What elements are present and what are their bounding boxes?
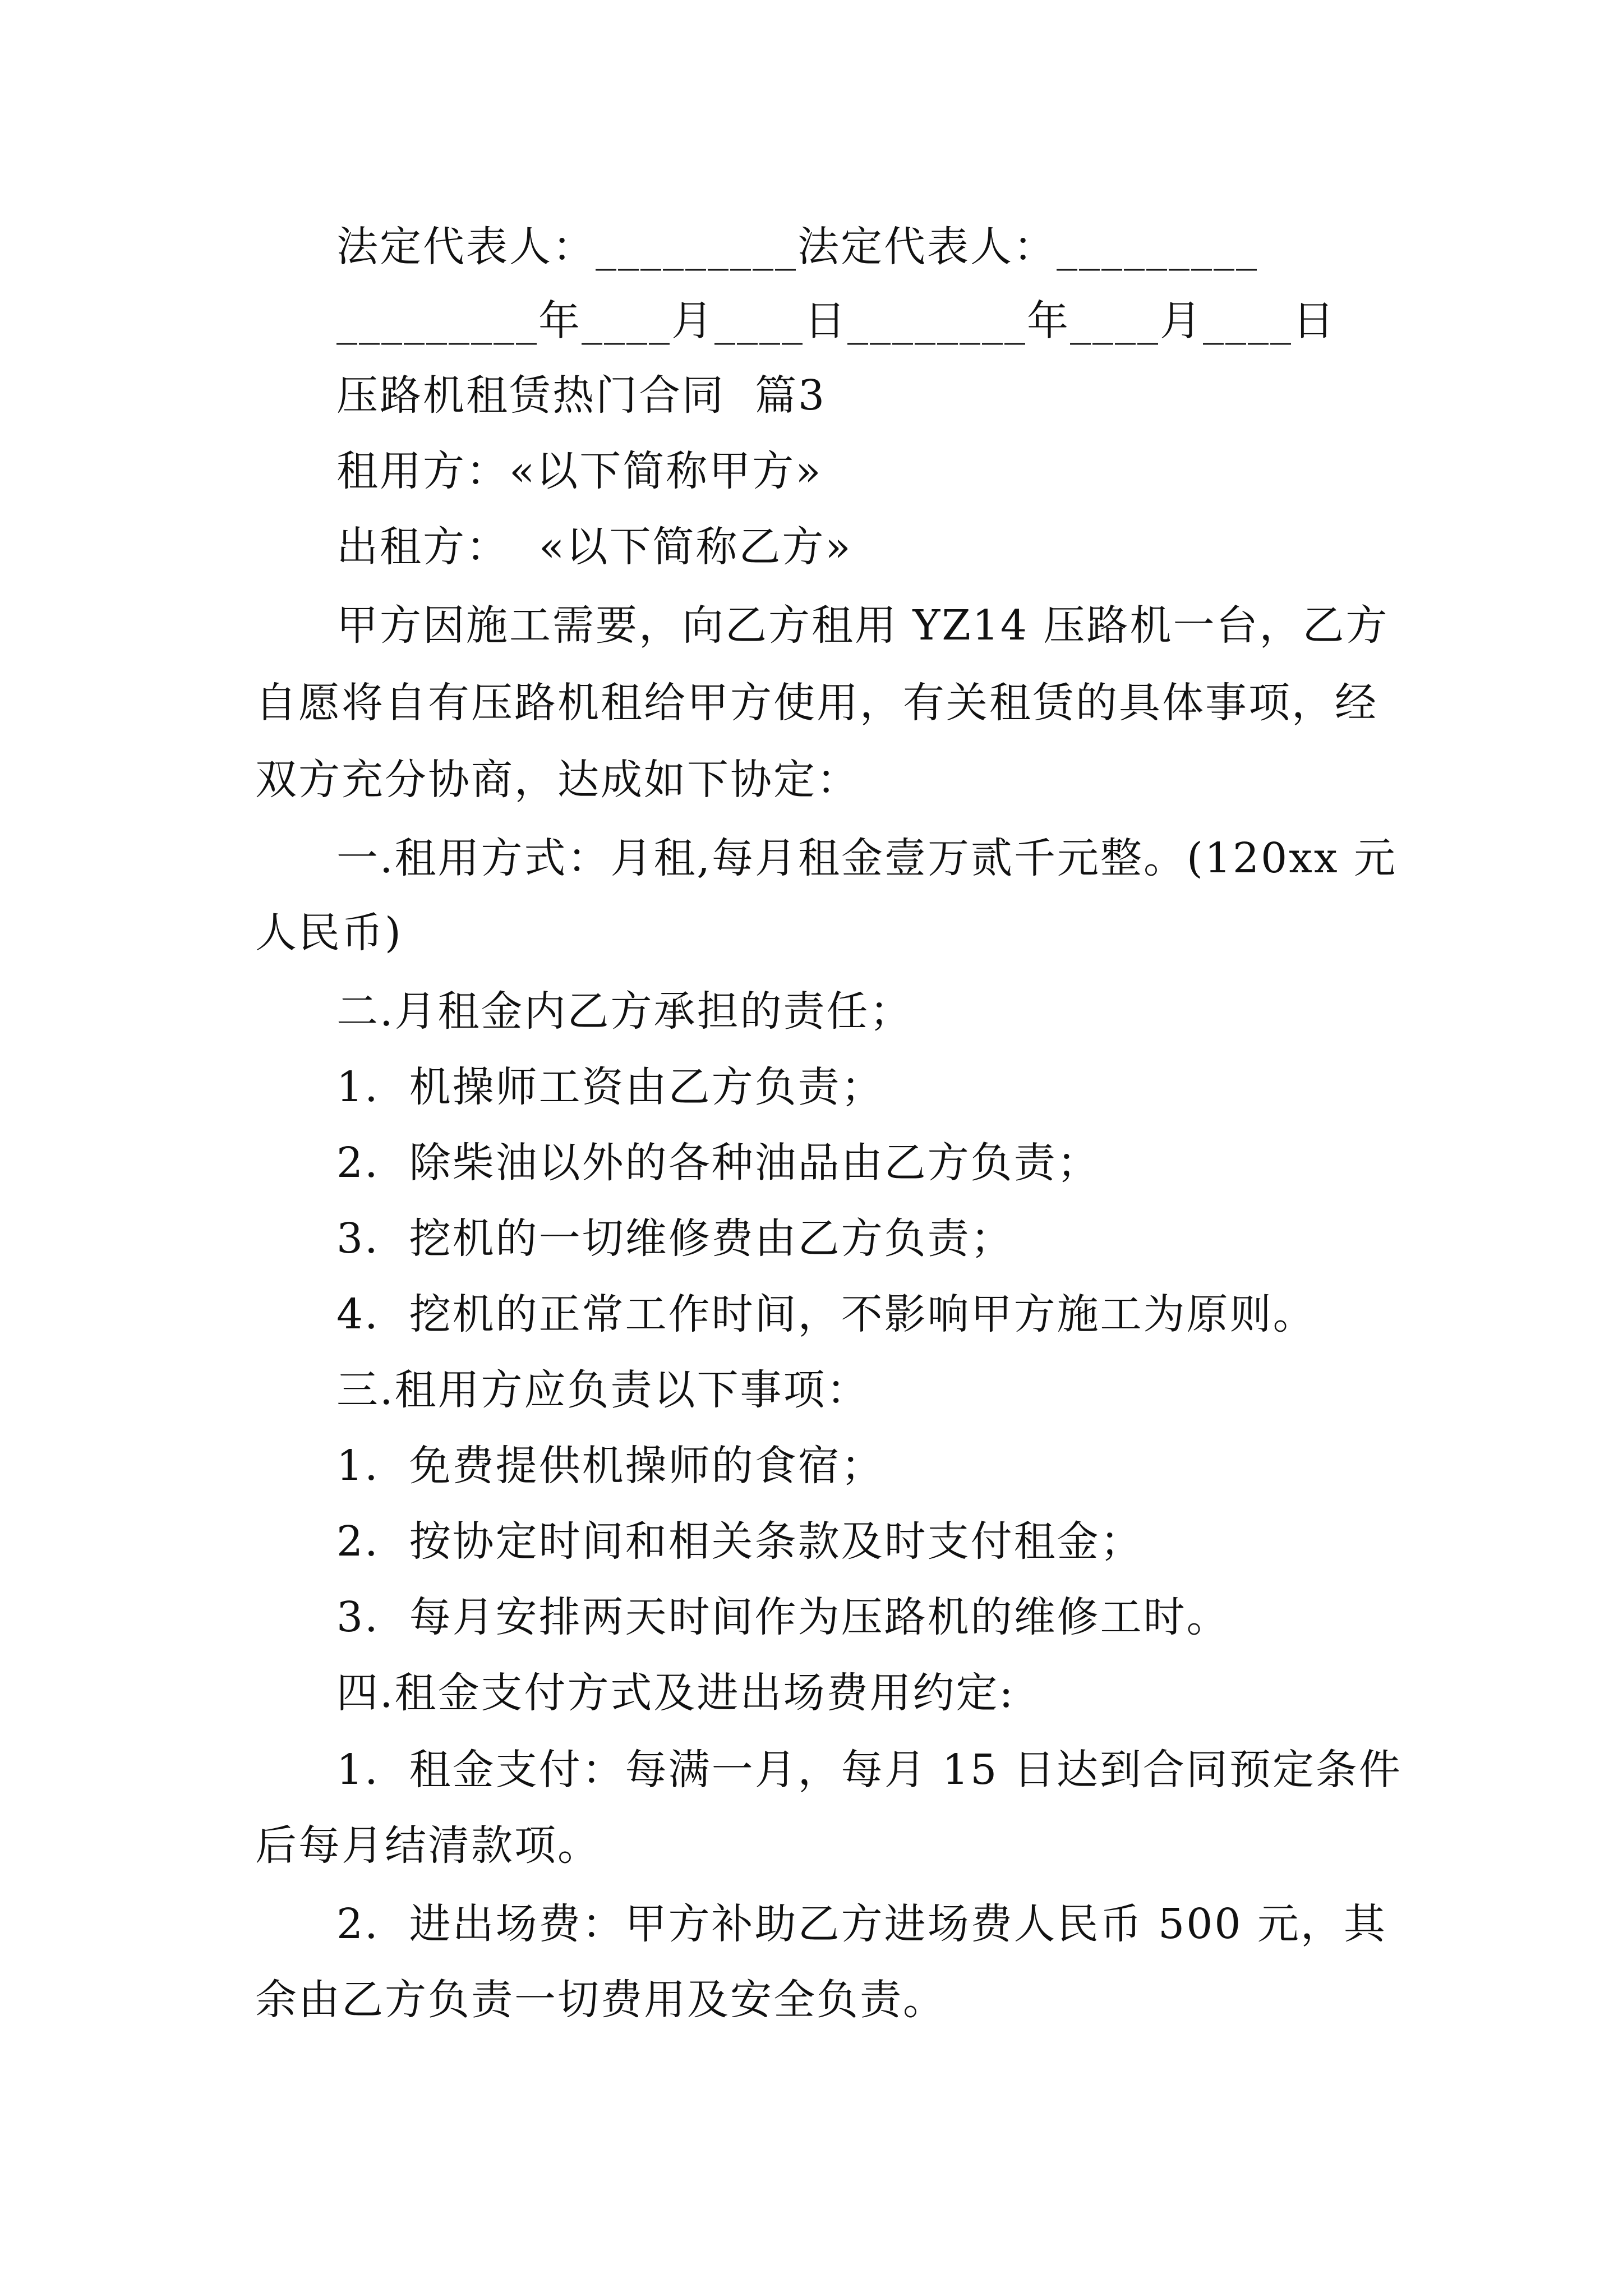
party-lessor: 出租方： «以下简称乙方» xyxy=(336,523,852,571)
clause-3-item: 2. 按协定时间和相关条款及时支付租金； xyxy=(336,1517,1144,1566)
clause-2-item: 4. 挖机的正常工作时间，不影响甲方施工为原则。 xyxy=(336,1290,1316,1338)
party-lessee: 租用方：«以下简称甲方» xyxy=(336,447,823,495)
clause-3-item: 3. 每月安排两天时间作为压路机的维修工时。 xyxy=(336,1593,1230,1641)
intro-paragraph-line: 双方充分协商，达成如下协定： xyxy=(255,756,860,804)
clause-1-line: 一.租用方式：月租,每月租金壹万贰千元整。(120xx 元 xyxy=(336,834,1398,882)
clause-4-heading: 四.租金支付方式及进出场费用约定: xyxy=(336,1669,1015,1717)
clause-2-heading: 二.月租金内乙方承担的责任； xyxy=(336,987,913,1036)
clause-1-line: 人民币) xyxy=(255,909,403,957)
clause-3-item: 1. 免费提供机操师的食宿； xyxy=(336,1442,884,1490)
clause-2-item: 1. 机操师工资由乙方负责； xyxy=(336,1063,884,1111)
clause-4-item-2-line: 余由乙方负责一切费用及安全负责。 xyxy=(255,1976,946,2024)
section-title: 压路机租赁热门合同 篇3 xyxy=(336,371,827,420)
clause-4-item-1-line: 后每月结清款项。 xyxy=(255,1821,601,1870)
clause-2-item: 3. 挖机的一切维修费由乙方负责； xyxy=(336,1214,1014,1263)
clause-2-item: 2. 除柴油以外的各种油品由乙方负责； xyxy=(336,1139,1100,1187)
clause-4-item-1-line: 1. 租金支付：每满一月，每月 15 日达到合同预定条件 xyxy=(336,1746,1402,1794)
intro-paragraph-line: 甲方因施工需要，向乙方租用 YZ14 压路机一台，乙方 xyxy=(336,601,1389,650)
signature-representative-line: 法定代表人：_________法定代表人：_________ xyxy=(336,223,1258,271)
clause-4-item-2-line: 2. 进出场费：甲方补助乙方进场费人民币 500 元，其 xyxy=(336,1900,1387,1948)
signature-date-line: _________年____月____日________年____月____日 xyxy=(336,297,1336,345)
clause-3-heading: 三.租用方应负责以下事项： xyxy=(336,1366,870,1414)
intro-paragraph-line: 自愿将自有压路机租给甲方使用，有关租赁的具体事项，经 xyxy=(255,679,1378,727)
